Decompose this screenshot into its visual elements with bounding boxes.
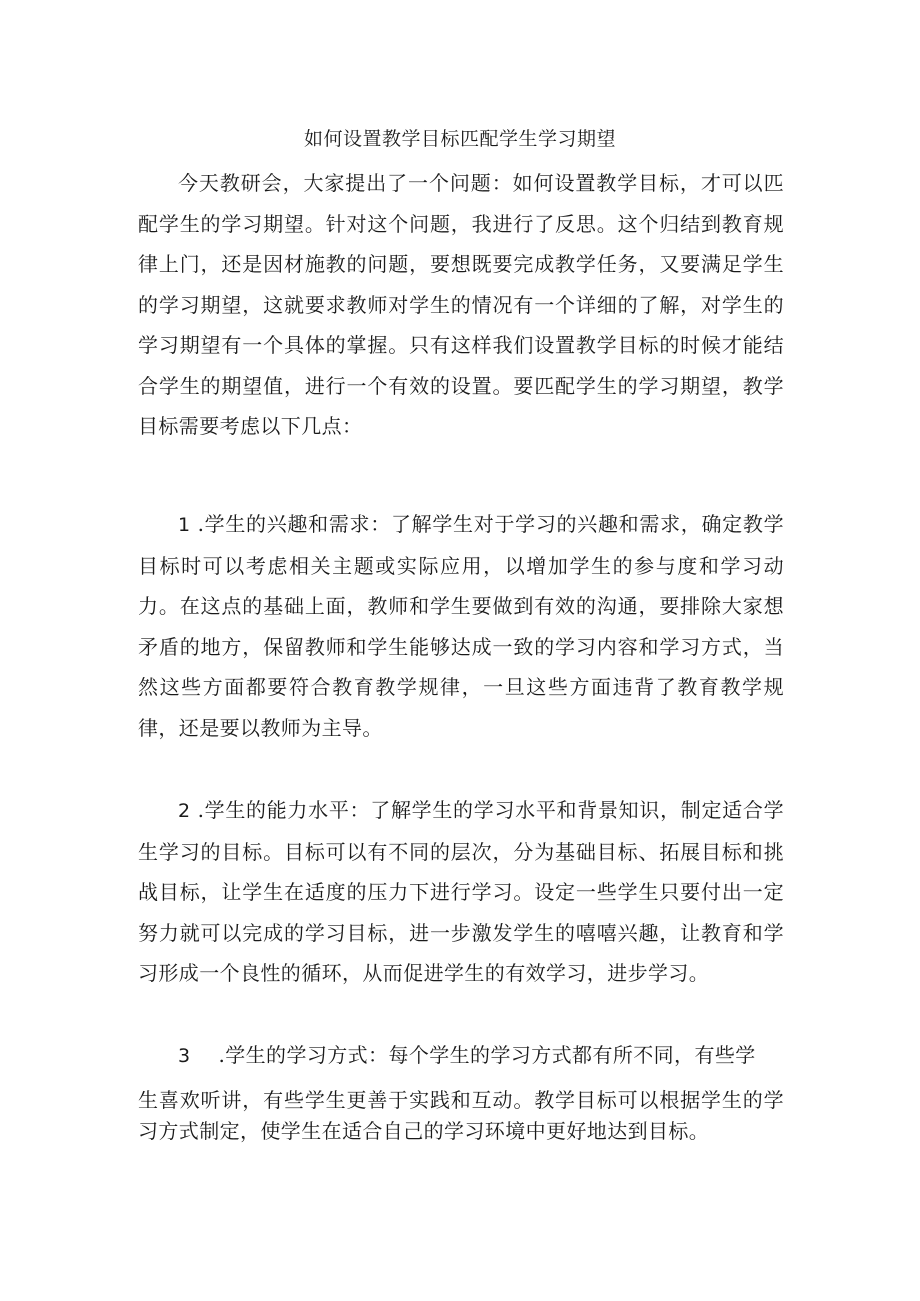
intro-paragraph: 今天教研会，大家提出了一个问题：如何设置教学目标，才可以匹配学生的学习期望。针对这个问题，我进行了反思。这个归结到教育规律上门，还是因材施教的问题，要想既要完成教学任务，又要满足学生的学习期望，这就要求教师对学生的情况有一个详细的了解，对学生的学习期望有一个具体的掌握。只有这样我们设置教学目标的时候才能结合学生的期望值，进行一个有效的设置。要匹配学生的学习期望，教学目标需要考虑以下几点：	[138, 171, 784, 438]
list-item-number: 3	[178, 1045, 191, 1067]
document-title: 如何设置教学目标匹配学生学习期望	[303, 128, 616, 150]
list-item-text: .学生的兴趣和需求：了解学生对于学习的兴趣和需求，确定教学目标时可以考虑相关主题或实际应用，以增加学生的参与度和学习动力。在这点的基础上面，教师和学生要做到有效的沟通，要排除大家想矛盾的地方，保留教师和学生能够达成一致的学习内容和学习方式，当然这些方面都要符合教育教学规律，一旦这些方面违背了教育教学规律，还是要以教师为主导。	[138, 512, 784, 740]
list-item-number: 2	[178, 800, 191, 822]
list-item-text: .学生的学习方式：每个学生的学习方式都有所不同，有些学	[218, 1043, 756, 1067]
list-item-1	[138, 504, 784, 748]
list-item-number: 1	[178, 514, 191, 536]
list-item-text: .学生的能力水平：了解学生的学习水平和背景知识，制定适合学生学习的目标。目标可以有不同的层次，分为基础目标、拓展目标和挑战目标，让学生在适度的压力下进行学习。设定一些学生只要付出一定努力就可以完成的学习目标，进一步激发学生的嘻嘻兴趣，让教育和学习形成一个良性的循环，从而促进学生的有效学习，进步学习。	[138, 798, 784, 985]
list-item-2	[138, 790, 784, 994]
list-item-3	[138, 1035, 784, 1076]
list-item-3-continuation: 生喜欢听讲，有些学生更善于实践和互动。教学目标可以根据学生的学习方式制定，使学生在适合自己的学习环境中更好地达到目标。	[138, 1088, 784, 1143]
